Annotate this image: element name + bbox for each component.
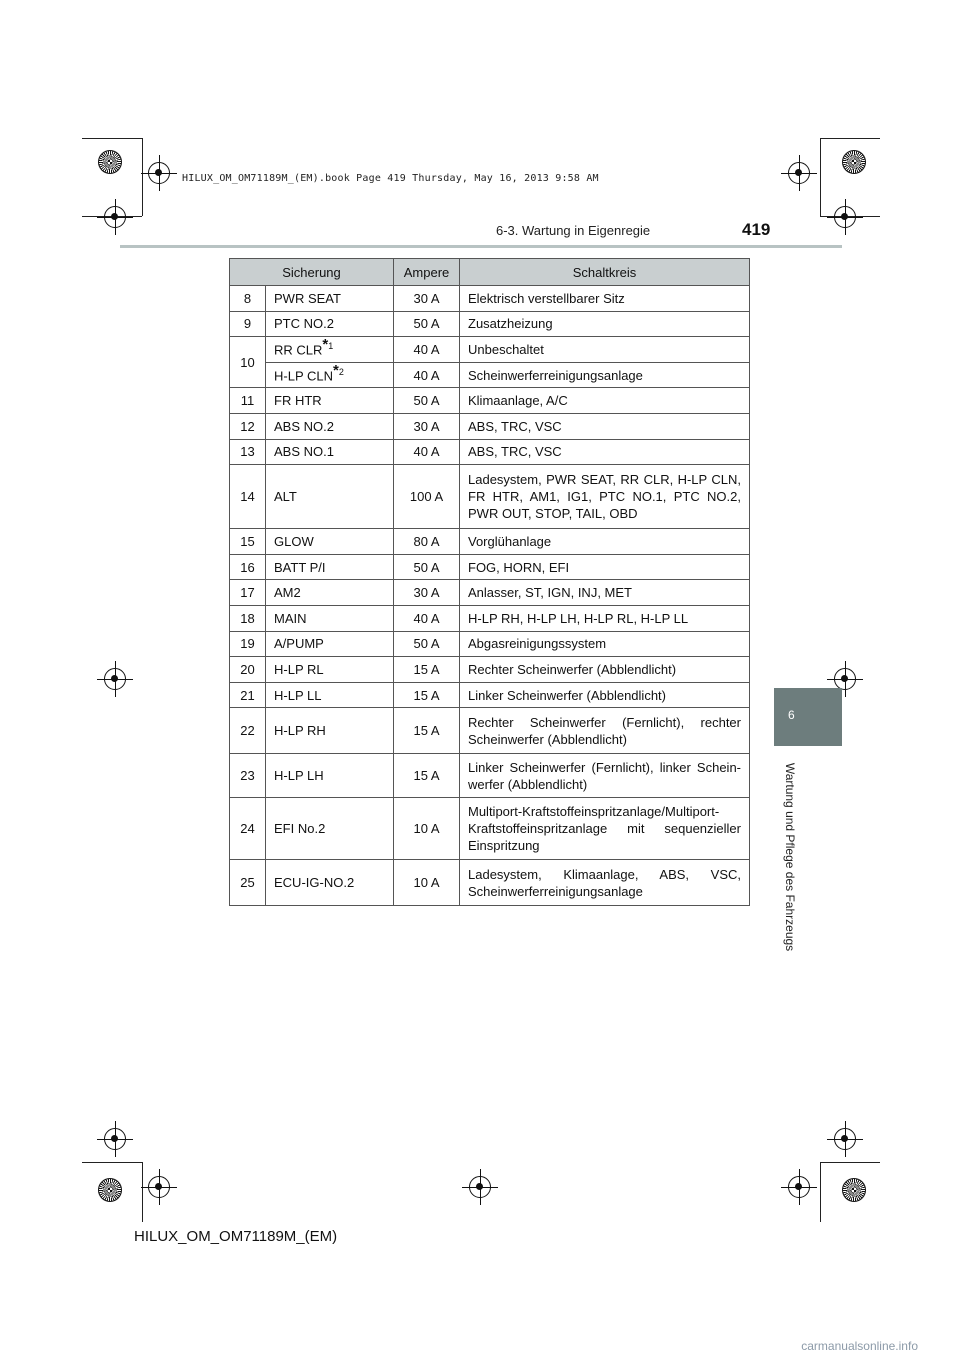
registration-sunburst-icon <box>842 1178 866 1202</box>
table-row <box>230 529 750 555</box>
fuse-circuit: Linker Scheinwerfer (Abblendlicht) <box>460 682 750 708</box>
fuse-number: 23 <box>230 754 266 798</box>
footnote-number: 1 <box>328 341 334 352</box>
fuse-name-text: RR CLR <box>274 342 323 358</box>
fuse-table <box>229 258 750 906</box>
fuse-number: 11 <box>230 388 266 414</box>
fuse-name: A/PUMP <box>266 631 394 657</box>
fuse-circuit: Rechter Scheinwerfer (Abblendlicht) <box>460 657 750 683</box>
book-file-header: HILUX_OM_OM71189M_(EM).book Page 419 Thursday, May 16, 2013 9:58 AM <box>182 173 599 184</box>
fuse-circuit: Ladesystem, PWR SEAT, RR CLR, H-LP CLN, FR HTR, AM1, IG1, PTC NO.1, PTC NO.2, PWR OUT, STOP, TAIL, OBD <box>460 465 750 529</box>
fuse-circuit: Rechter Scheinwerfer (Fernlicht), rechter Scheinwerfer (Abblendlicht) <box>460 708 750 754</box>
fuse-circuit: Klimaanlage, A/C <box>460 388 750 414</box>
fuse-number: 19 <box>230 631 266 657</box>
watermark: carmanualsonline.info <box>801 1339 918 1353</box>
table-row <box>230 362 750 388</box>
fuse-amperage: 40 A <box>394 439 460 465</box>
fuse-name-text: H-LP CLN <box>274 368 334 384</box>
table-row <box>230 286 750 312</box>
fuse-circuit: Ladesystem, Klimaanlage, ABS, VSC, Scheinwerferreinigungsanlage <box>460 860 750 906</box>
fuse-amperage: 50 A <box>394 631 460 657</box>
fuse-name: MAIN <box>266 605 394 631</box>
fuse-name: H-LP LH <box>266 754 394 798</box>
fuse-number: 25 <box>230 860 266 906</box>
fuse-amperage: 15 A <box>394 754 460 798</box>
fuse-amperage: 15 A <box>394 708 460 754</box>
table-row <box>230 605 750 631</box>
registration-target-icon <box>788 162 810 184</box>
fuse-circuit: Abgasreinigungssystem <box>460 631 750 657</box>
fuse-number: 24 <box>230 798 266 860</box>
header-rule <box>120 245 842 248</box>
table-row <box>230 439 750 465</box>
registration-target-icon <box>104 668 126 690</box>
fuse-number: 20 <box>230 657 266 683</box>
fuse-circuit: Multiport-Kraftstoffeinspritzanlage/Multiport-Kraftstoffeinspritzanlage mit sequenzieller Einspritzung <box>460 798 750 860</box>
fuse-number: 12 <box>230 413 266 439</box>
fuse-name: ABS NO.2 <box>266 413 394 439</box>
fuse-number: 9 <box>230 311 266 337</box>
registration-target-icon <box>834 206 856 228</box>
table-row <box>230 708 750 754</box>
table-row <box>230 657 750 683</box>
fuse-number: 13 <box>230 439 266 465</box>
table-row <box>230 798 750 860</box>
fuse-circuit: FOG, HORN, EFI <box>460 554 750 580</box>
fuse-name: H-LP LL <box>266 682 394 708</box>
fuse-amperage: 50 A <box>394 388 460 414</box>
fuse-name: EFI No.2 <box>266 798 394 860</box>
fuse-amperage: 80 A <box>394 529 460 555</box>
header-ampere: Ampere <box>394 259 460 286</box>
header-circuit: Schaltkreis <box>460 259 750 286</box>
registration-target-icon <box>834 1128 856 1150</box>
fuse-amperage: 10 A <box>394 860 460 906</box>
fuse-number: 10 <box>230 337 266 388</box>
fuse-name <box>266 362 394 388</box>
fuse-name: ALT <box>266 465 394 529</box>
table-row <box>230 337 750 363</box>
table-row <box>230 554 750 580</box>
fuse-name <box>266 337 394 363</box>
fuse-name: PWR SEAT <box>266 286 394 312</box>
registration-target-icon <box>834 668 856 690</box>
table-header-row <box>230 259 750 286</box>
table-row <box>230 631 750 657</box>
fuse-amperage: 30 A <box>394 580 460 606</box>
table-row <box>230 580 750 606</box>
fuse-name: ECU-IG-NO.2 <box>266 860 394 906</box>
fuse-circuit: Unbeschaltet <box>460 337 750 363</box>
fuse-amperage: 15 A <box>394 682 460 708</box>
chapter-number: 6 <box>788 708 795 722</box>
fuse-circuit: ABS, TRC, VSC <box>460 439 750 465</box>
section-title: 6-3. Wartung in Eigenregie <box>496 223 651 238</box>
fuse-name: ABS NO.1 <box>266 439 394 465</box>
fuse-amperage: 40 A <box>394 605 460 631</box>
footnote-asterisk: * <box>322 336 329 354</box>
fuse-amperage: 100 A <box>394 465 460 529</box>
fuse-circuit: H-LP RH, H-LP LH, H-LP RL, H-LP LL <box>460 605 750 631</box>
fuse-circuit: Anlasser, ST, IGN, INJ, MET <box>460 580 750 606</box>
registration-target-icon <box>148 1176 170 1198</box>
fuse-amperage: 10 A <box>394 798 460 860</box>
table-row <box>230 311 750 337</box>
footer-manual-code: HILUX_OM_OM71189M_(EM) <box>134 1228 338 1245</box>
footnote-asterisk: * <box>333 361 339 379</box>
fuse-number: 22 <box>230 708 266 754</box>
fuse-circuit: Elektrisch verstellbarer Sitz <box>460 286 750 312</box>
chapter-label: Wartung und Pflege des Fahrzeugs <box>783 762 797 952</box>
fuse-name: FR HTR <box>266 388 394 414</box>
fuse-name: AM2 <box>266 580 394 606</box>
fuse-amperage: 15 A <box>394 657 460 683</box>
fuse-number: 16 <box>230 554 266 580</box>
table-row <box>230 413 750 439</box>
fuse-name: GLOW <box>266 529 394 555</box>
footnote-number: 2 <box>338 366 344 377</box>
fuse-amperage: 50 A <box>394 311 460 337</box>
fuse-amperage: 50 A <box>394 554 460 580</box>
fuse-name: PTC NO.2 <box>266 311 394 337</box>
registration-sunburst-icon <box>842 150 866 174</box>
fuse-amperage: 30 A <box>394 286 460 312</box>
fuse-number: 8 <box>230 286 266 312</box>
fuse-number: 18 <box>230 605 266 631</box>
fuse-name: H-LP RL <box>266 657 394 683</box>
page-number: 419 <box>742 220 771 239</box>
registration-target-icon <box>148 162 170 184</box>
table-row <box>230 860 750 906</box>
fuse-circuit: Linker Scheinwerfer (Fernlicht), linker Schein-werfer (Abblendlicht) <box>460 754 750 798</box>
fuse-name: H-LP RH <box>266 708 394 754</box>
registration-target-icon <box>104 206 126 228</box>
registration-target-icon <box>788 1176 810 1198</box>
table-row <box>230 682 750 708</box>
header-fuse: Sicherung <box>230 259 394 286</box>
fuse-circuit: Scheinwerferreinigungsanlage <box>460 362 750 388</box>
table-row <box>230 388 750 414</box>
registration-sunburst-icon <box>98 1178 122 1202</box>
fuse-number: 14 <box>230 465 266 529</box>
registration-target-icon <box>469 1176 491 1198</box>
fuse-amperage: 40 A <box>394 337 460 363</box>
fuse-circuit: Zusatzheizung <box>460 311 750 337</box>
table-row <box>230 465 750 529</box>
fuse-number: 21 <box>230 682 266 708</box>
registration-target-icon <box>104 1128 126 1150</box>
fuse-name: BATT P/I <box>266 554 394 580</box>
fuse-amperage: 40 A <box>394 362 460 388</box>
chapter-tab <box>774 688 842 746</box>
fuse-number: 15 <box>230 529 266 555</box>
fuse-number: 17 <box>230 580 266 606</box>
fuse-circuit: Vorglühanlage <box>460 529 750 555</box>
fuse-circuit: ABS, TRC, VSC <box>460 413 750 439</box>
fuse-amperage: 30 A <box>394 413 460 439</box>
registration-sunburst-icon <box>98 150 122 174</box>
table-row <box>230 754 750 798</box>
